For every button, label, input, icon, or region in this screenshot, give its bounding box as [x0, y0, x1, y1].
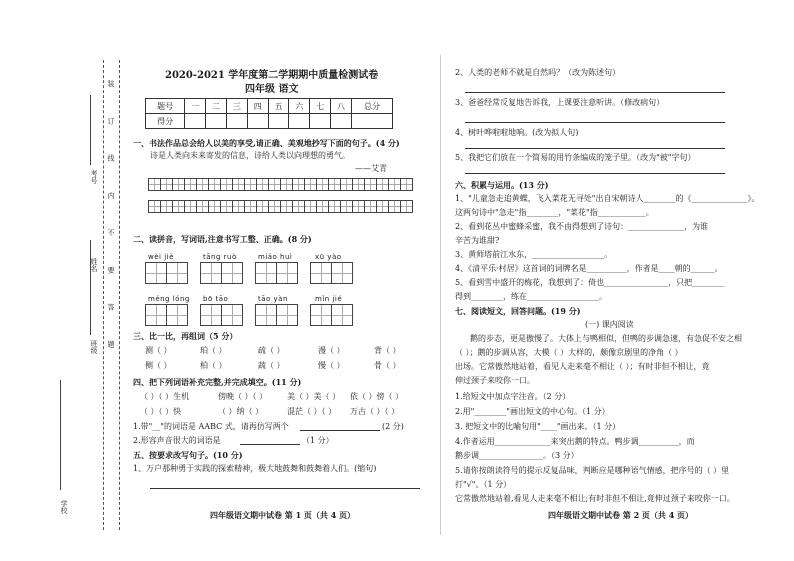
q6-item-5b[interactable]: 得到________，练在__________________。: [455, 292, 607, 301]
pinyin-box[interactable]: [310, 304, 352, 326]
pinyin-label: tāo yàn: [258, 295, 288, 303]
q2-title: 二、读拼音，写词语,注意书写工整、正确。(8 分): [133, 234, 312, 244]
score-value-row: [146, 114, 393, 129]
exam-title: 2020-2021 学年度第二学期期中质量检测试卷: [165, 70, 379, 81]
q7-item-4b[interactable]: 鹅步调________________。（3 分）: [455, 451, 579, 460]
binding-line-inner: [119, 60, 120, 530]
q4-title: 四、把下列词语补充完整,并完成填空。(11 分): [133, 377, 302, 387]
binding-warning: 装 订 线 内 不 要 答 题: [107, 80, 115, 362]
pinyin-box[interactable]: [255, 304, 297, 326]
seat-label: 考号: [90, 170, 98, 184]
score-input[interactable]: [268, 114, 289, 129]
q4-item[interactable]: 混茫（ ）（ ）: [287, 407, 337, 416]
score-cell: 得分: [146, 114, 185, 129]
q3-item[interactable]: 珀（ ）: [200, 346, 227, 355]
q4-sub2: 2.形容声音很大的词语是: [133, 436, 221, 445]
q3-item[interactable]: 柏（ ）: [200, 361, 227, 370]
q3-item[interactable]: 背（ ）: [374, 346, 401, 355]
q4-item[interactable]: 万古（ ）（ ）: [350, 407, 400, 416]
q6-item-3[interactable]: 3、黄师塔前江水东，__________________。: [455, 250, 613, 259]
q7-item-3: 3. 把短文中的比喻句用"____"画出来。（1 分）: [455, 422, 621, 431]
pinyin-label: wèi jiè: [148, 253, 174, 261]
q7-title: 七、阅读短文，回答问题。(19 分): [455, 306, 581, 316]
school-label: 学校: [60, 500, 68, 514]
score-input[interactable]: [185, 114, 206, 129]
score-cell: 七: [310, 99, 331, 114]
score-input[interactable]: [331, 114, 352, 129]
pinyin-box[interactable]: [200, 262, 242, 284]
passage-line-3: 出场。它常傲然地站着，看见人走来毫不相让（ ）；有时非但不相让，竟: [455, 362, 710, 371]
q7-item-5c: 它常傲然地站着,看见人走来毫不相让;有时非但不相让,竟伸过颈子来咬你一口。: [455, 494, 735, 503]
q3-item[interactable]: 骨（ ）: [374, 361, 401, 370]
q7-item-2: 2.用"________"画出短文的中心句。（1 分）: [455, 407, 610, 416]
score-cell: 总分: [352, 99, 393, 114]
passage-line-1: 鹅的步态，更是傲慢了。大体上与鸭相似，但鸭的步调急速，有急促不安之相: [470, 334, 742, 343]
q7-subtitle: (一) 课内阅读: [585, 320, 634, 329]
pinyin-box[interactable]: [255, 262, 297, 284]
score-cell: 四: [247, 99, 268, 114]
q5-answer-2[interactable]: [465, 92, 725, 93]
q6-item-1b[interactable]: 这两句诗中"急走"指________，"菜花"指____________。: [455, 208, 654, 217]
q5-answer-4[interactable]: [465, 148, 725, 149]
q4-sub1: 1.带"__"的词语是 AABC 式，请再仿写两个: [133, 422, 289, 431]
q6-item-4[interactable]: 4、《清平乐·村居》这首词的词牌名是__________，作者是____朝的______。: [455, 264, 723, 273]
writing-grid-row-2[interactable]: [148, 200, 412, 213]
score-cell: 二: [206, 99, 227, 114]
q5-item-1: 1、万户那种勇于实践的探索精神，极大地鼓舞和鼓舞着人们。(缩句): [133, 464, 377, 473]
q7-item-1: 1.给短文中加点字注音。（2 分）: [455, 392, 571, 401]
q5-item-2: 2、人类的老师不就是自然吗？（改为陈述句）: [455, 68, 621, 77]
pinyin-label: xū yào: [315, 253, 342, 261]
q4-sub2-answer[interactable]: [240, 444, 300, 445]
q7-item-5: 5.请你按朗读符号的提示反复品味，判断应是哪种语气情感，把序号的（ ）里: [455, 466, 730, 475]
score-cell: 一: [185, 99, 206, 114]
score-cell: 五: [268, 99, 289, 114]
pinyin-box[interactable]: [145, 262, 187, 284]
exam-subtitle: 四年级 语文: [245, 84, 299, 95]
q5-answer-1[interactable]: [150, 488, 420, 489]
q5-item-5: 5、我把它们放在一个简易的用竹条编成的笼子里。（改为"被"字句）: [455, 153, 696, 162]
pinyin-box[interactable]: [200, 304, 242, 326]
q3-title: 三、比一比，再组词（5 分）: [133, 331, 238, 341]
passage-line-4: 伸过颈子来咬你一口。: [455, 376, 535, 385]
q4-item[interactable]: 依（ ）傍（ ）: [350, 392, 404, 401]
q1-author: ——艾青: [355, 164, 387, 173]
score-cell: 题号: [146, 99, 185, 114]
score-input[interactable]: [310, 114, 331, 129]
q6-title: 六、积累与运用。(13 分): [455, 180, 549, 190]
seat-field[interactable]: [90, 95, 91, 165]
q5-item-4: 4、树叶哗啦啦地响。(改为拟人句): [455, 128, 579, 137]
writing-grid-row-1[interactable]: [148, 178, 412, 191]
score-input[interactable]: [289, 114, 310, 129]
q4-sub1-score: (2 分): [382, 422, 404, 431]
school-field[interactable]: [60, 380, 61, 490]
q7-item-5b: 打"√"。（1 分）: [455, 480, 512, 489]
q3-item[interactable]: 蔬（ ）: [258, 361, 285, 370]
q3-item[interactable]: 侧（ ）: [145, 361, 172, 370]
score-cell: 八: [331, 99, 352, 114]
class-field[interactable]: [90, 240, 91, 335]
q4-sub2-score: （1 分）: [302, 436, 334, 445]
q5-item-3: 3、爸爸经常反复地告诉我，上课要注意听讲。（修改病句）: [455, 98, 665, 107]
q7-item-4[interactable]: 4.作者运用______________来突出鹅的特点。鸭步调__________，而: [455, 437, 695, 446]
pinyin-label: bō tāo: [203, 295, 229, 303]
class-label: 班级: [90, 340, 98, 354]
score-input[interactable]: [227, 114, 248, 129]
pinyin-label: tāng ruò: [203, 253, 237, 261]
score-cell: 三: [227, 99, 248, 114]
q6-item-2b: 辛苦为谁甜?: [455, 236, 500, 245]
score-table: [145, 98, 393, 129]
score-input[interactable]: [352, 114, 393, 129]
score-input[interactable]: [247, 114, 268, 129]
page-divider: [440, 55, 441, 535]
q4-sub1-answer[interactable]: [300, 430, 380, 431]
q5-title: 五、按要求改写句子。(10 分): [133, 450, 243, 460]
q4-item[interactable]: （ ）（ ）生机: [140, 392, 190, 401]
q4-item[interactable]: （ ）（ ）快: [140, 407, 182, 416]
pinyin-label: miáo huì: [258, 253, 293, 261]
passage-line-2: （ ）；鹅的步调从容，大模（ ）大样的，颇像京剧里的净角（ ）: [455, 348, 683, 357]
q4-item[interactable]: （ ）纳（ ）: [218, 407, 264, 416]
q3-item[interactable]: 漫（ ）: [318, 346, 345, 355]
q5-answer-5[interactable]: [465, 173, 725, 174]
binding-strip: [0, 0, 125, 561]
q1-sentence: 诗是人类向未来寄发的信息，诗给人类以向理想的勇气。: [150, 151, 350, 160]
pinyin-box[interactable]: [145, 304, 187, 326]
footer-left: 四年级语文期中试卷 第 1 页（共 4 页）: [210, 510, 356, 520]
score-input[interactable]: [206, 114, 227, 129]
pinyin-label: méng lóng: [148, 295, 190, 303]
binding-line-outer: [103, 60, 104, 530]
q5-answer-3[interactable]: [465, 122, 725, 123]
q6-item-2[interactable]: 2、看到花丛中蜜蜂采蜜，我不由得想到了诗句：______________，为谁: [455, 222, 709, 231]
q4-item[interactable]: 傍晚（ ）（ ）: [218, 392, 268, 401]
q6-item-1[interactable]: 1、"儿童急走追黄蝶，飞入菜花无寻处"出自宋朝诗人________的《______________》。: [455, 194, 760, 203]
q6-item-5[interactable]: 5、看到雪中盛开的梅花，我想到了：倚也________________，只把________: [455, 278, 725, 287]
score-cell: 六: [289, 99, 310, 114]
name-label: 姓名: [90, 258, 98, 272]
q3-item[interactable]: 疏（ ）: [258, 346, 285, 355]
pinyin-box[interactable]: [310, 262, 352, 284]
score-header-row: [146, 99, 393, 114]
pinyin-label: mǐn jié: [315, 295, 343, 303]
q4-item[interactable]: 美（ ）美（ ）: [287, 392, 341, 401]
footer-right: 四年级语文期中试卷 第 2 页（共 4 页）: [548, 510, 694, 520]
q3-item[interactable]: 测（ ）: [145, 346, 172, 355]
q3-item[interactable]: 慢（ ）: [318, 361, 345, 370]
q1-title: 一、书法作品总会给人以美的享受,请正确、美观地抄写下面的句子。(4 分): [133, 138, 400, 148]
